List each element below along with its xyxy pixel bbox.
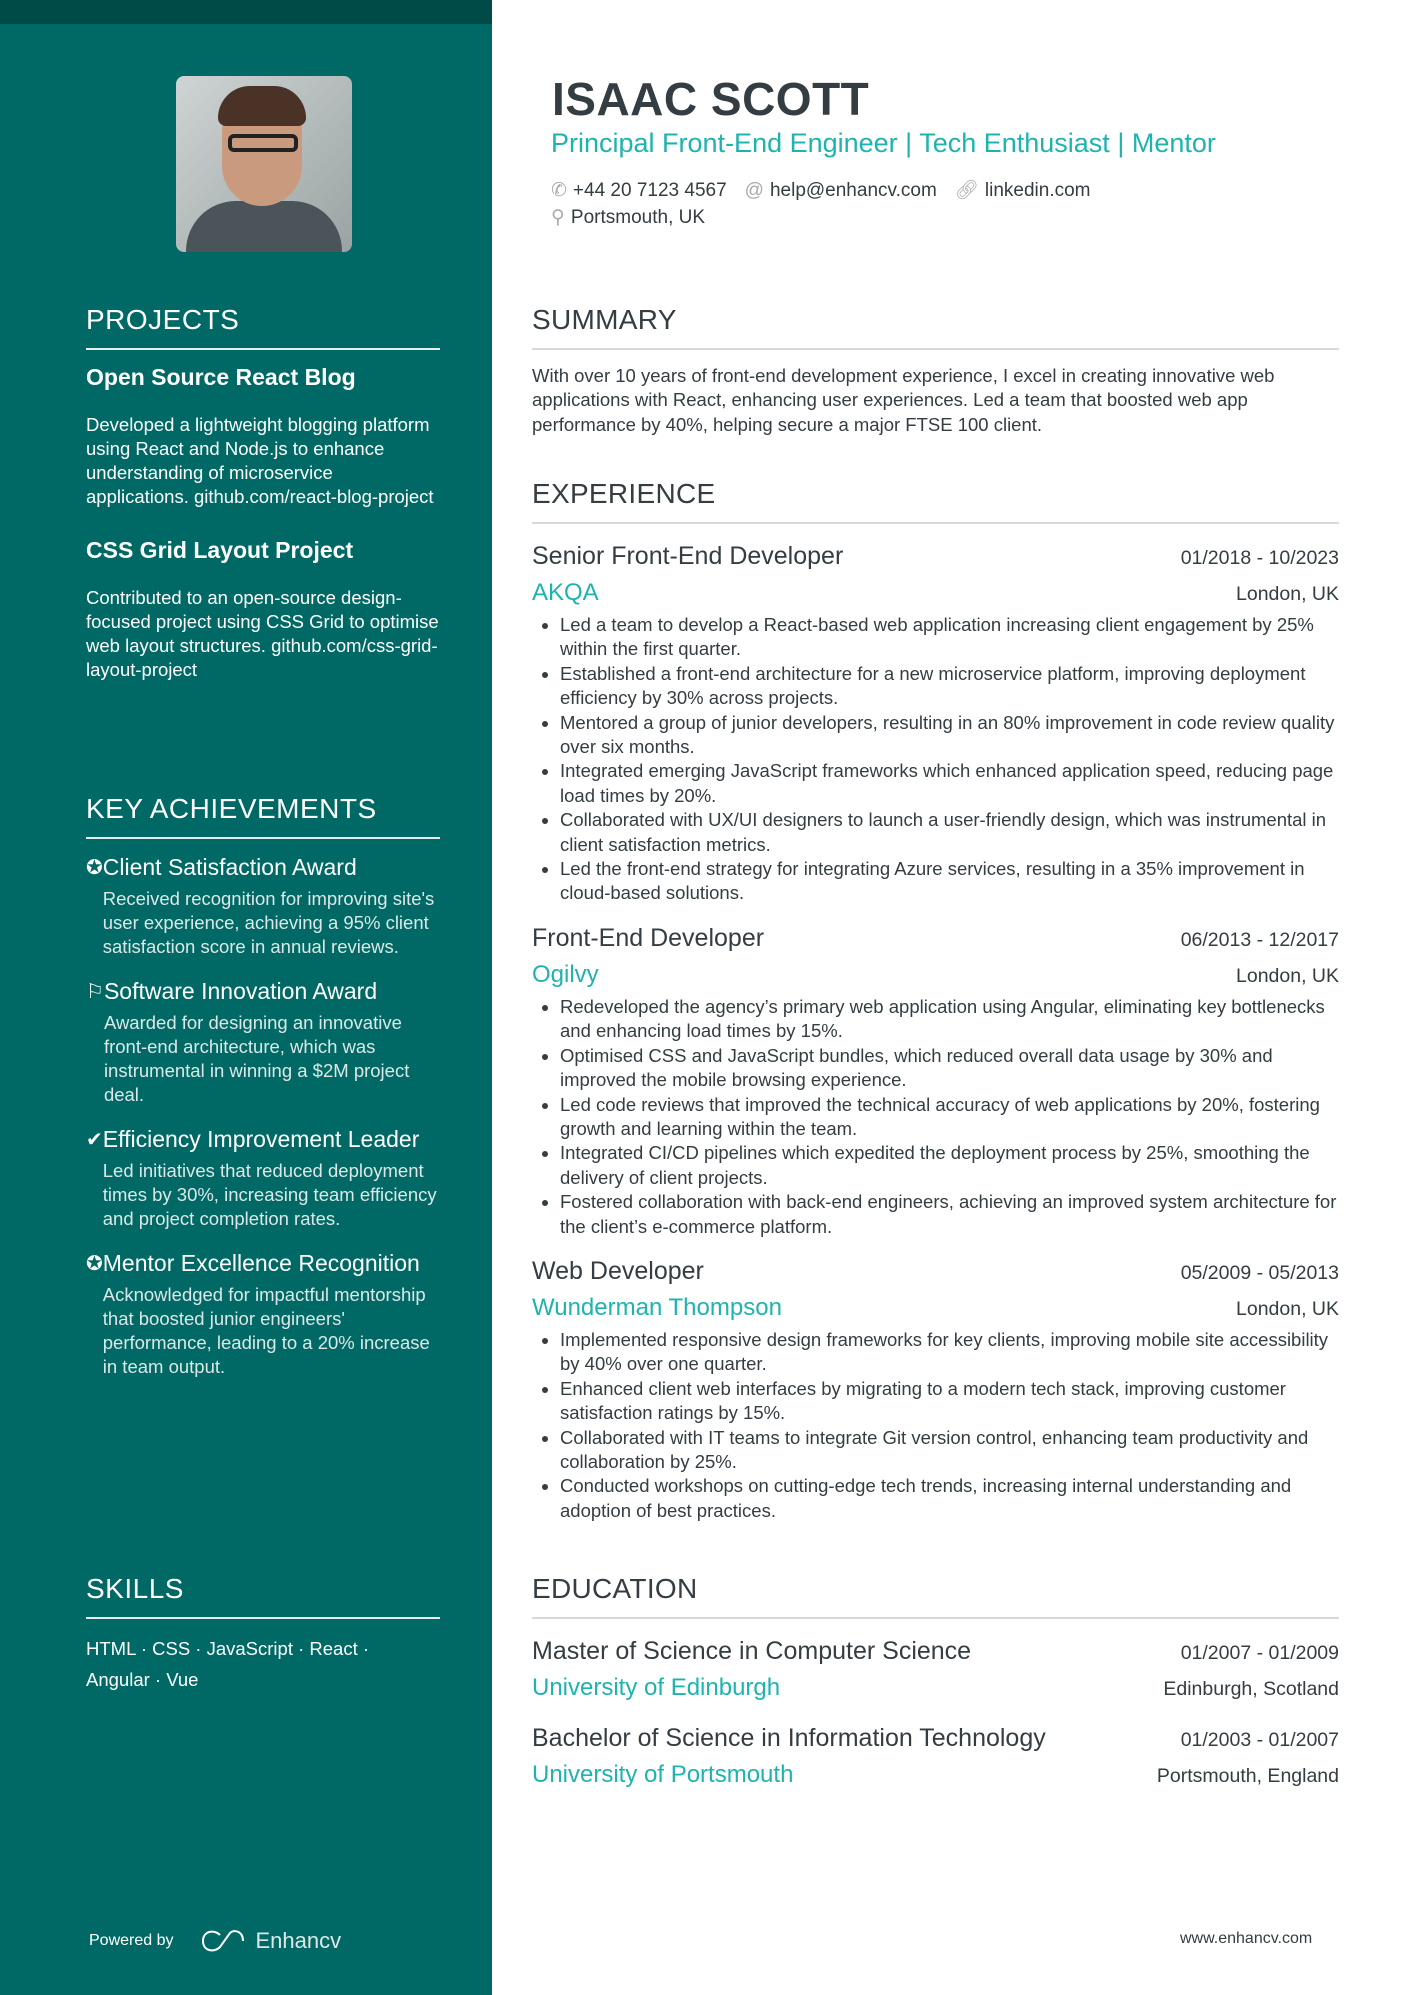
job-title: Web Developer [532, 1256, 704, 1285]
bullet: • Led a team to develop a React-based web application increasing client engagement by 25% within the first quarter. [560, 613, 1339, 662]
edu-dates: 01/2007 - 01/2009 [1180, 1642, 1339, 1664]
enhancv-logo[interactable] [200, 1928, 342, 1954]
edu-dates: 01/2003 - 01/2007 [1180, 1729, 1339, 1751]
job-entry [532, 538, 1339, 906]
award-icon: ✪ [86, 857, 103, 879]
section-heading: KEY ACHIEVEMENTS [86, 793, 440, 839]
section-heading: SKILLS [86, 1573, 440, 1619]
job-title: Senior Front-End Developer [532, 542, 844, 570]
phone[interactable] [551, 180, 727, 201]
link-text: linkedin.com [984, 180, 1091, 201]
achievement-title: Efficiency Improvement Leader [102, 1126, 420, 1152]
skills-section [86, 1573, 440, 1695]
summary-text: With over 10 years of front-end development experience, I excel in creating innovative web applications with React, enhancing user experiences. Led a team that boosted web app performance by 40%, helping secure a major FTSE 100 client. [532, 365, 1275, 435]
bullet: • Implemented responsive design frameworks for key clients, improving mobile site accessibility by 40% over one quarter. [560, 1328, 1339, 1377]
bullet: • Established a front-end architecture for a new microservice platform, improving deployment efficiency by 30% across projects. [560, 662, 1339, 711]
contact-info [551, 177, 1109, 231]
bullet: • Conducted workshops on cutting-edge tech trends, increasing internal understanding and adoption of best practices. [560, 1474, 1339, 1523]
experience-section [532, 478, 1339, 1537]
location-text: Portsmouth, UK [570, 207, 706, 228]
location-pin-icon: ⚲ [551, 207, 565, 228]
achievement-desc: Awarded for designing an innovative front-end architecture, which was instrumental in winning a $2M project deal. [103, 1012, 410, 1105]
job-dates: 01/2018 - 10/2023 [1180, 547, 1339, 569]
achievement-desc: Acknowledged for impactful mentorship that boosted junior engineers' performance, leading to a 20% increase in team output. [102, 1284, 430, 1377]
section-heading: PROJECTS [86, 304, 440, 350]
email[interactable] [745, 180, 937, 201]
job-location: London, UK [1236, 583, 1339, 605]
linkedin[interactable] [955, 180, 1091, 201]
job-entry [532, 1253, 1339, 1523]
job-location: London, UK [1236, 1297, 1339, 1320]
website-url[interactable]: www.enhancv.com [1180, 1930, 1313, 1947]
bullet: • Fostered collaboration with back-end engineers, achieving an improved system architecture for the client’s e-commerce platform. [560, 1190, 1339, 1239]
degree: Bachelor of Science in Information Technology [532, 1724, 1046, 1752]
section-heading: EDUCATION [532, 1573, 1339, 1619]
skills-line: HTML · CSS · JavaScript · React · [86, 1638, 370, 1659]
achievement-title: Mentor Excellence Recognition [102, 1250, 420, 1276]
achievement-item [86, 1125, 440, 1231]
flag-icon: ⚐ [86, 981, 104, 1003]
education-section [532, 1573, 1339, 1807]
achievement-item [86, 1249, 440, 1379]
education-entry [532, 1720, 1339, 1789]
job-dates: 06/2013 - 12/2017 [1180, 928, 1339, 951]
achievements-section [86, 793, 440, 1397]
education-entry [532, 1633, 1339, 1702]
bullet: • Integrated CI/CD pipelines which expedited the deployment process by 25%, smoothing the delivery of client projects. [560, 1141, 1339, 1190]
bullet: • Enhanced client web interfaces by migrating to a modern tech stack, improving customer satisfaction ratings by 15%. [560, 1377, 1339, 1426]
sidebar [0, 0, 492, 1995]
project-desc: Developed a lightweight blogging platform using React and Node.js to enhance understanding of microservice applications. github.com/react-blog-project [86, 414, 434, 507]
summary-section [532, 304, 1339, 437]
company-name: Ogilvy [532, 960, 599, 988]
project-desc: Contributed to an open-source design-focused project using CSS Grid to optimise web layout structures. github.com/css-grid-layout-project [86, 587, 439, 680]
at-icon: @ [744, 180, 764, 201]
powered-by-label: Powered by [89, 1932, 174, 1949]
achievement-desc: Received recognition for improving site's user experience, achieving a 95% client satisfaction score in annual reviews. [102, 888, 435, 957]
degree: Master of Science in Computer Science [532, 1637, 972, 1665]
job-bullets [532, 1328, 1339, 1523]
job-location: London, UK [1236, 964, 1339, 987]
job-entry [532, 920, 1339, 1239]
project-title: CSS Grid Layout Project [86, 537, 354, 563]
brand-name: Enhancv [255, 1928, 342, 1953]
bullet: • Collaborated with UX/UI designers to launch a user-friendly design, which was instrumental in client satisfaction metrics. [560, 808, 1339, 857]
bullet: • Collaborated with IT teams to integrate Git version control, enhancing team productivity and collaboration by 25%. [560, 1426, 1339, 1475]
company-name: Wunderman Thompson [532, 1293, 782, 1321]
bullet: • Optimised CSS and JavaScript bundles, which reduced overall data usage by 30% and improved the mobile browsing experience. [560, 1044, 1339, 1093]
bullet: • Redeveloped the agency’s primary web application using Angular, eliminating key bottlenecks and enhancing load times by 15%. [560, 995, 1339, 1044]
achievement-title: Software Innovation Award [103, 978, 378, 1004]
section-heading: SUMMARY [532, 304, 1339, 350]
job-title: Front-End Developer [532, 923, 765, 952]
bullet: • Integrated emerging JavaScript frameworks which enhanced application speed, reducing page load times by 20%. [560, 759, 1339, 808]
section-heading: EXPERIENCE [532, 478, 1339, 524]
edu-location: Edinburgh, Scotland [1163, 1678, 1339, 1700]
infinity-icon [200, 1929, 246, 1953]
job-bullets [532, 613, 1339, 906]
award-icon: ✪ [86, 1253, 103, 1275]
projects-section [86, 304, 440, 682]
job-bullets [532, 995, 1339, 1239]
email-text: help@enhancv.com [769, 180, 937, 201]
edu-location: Portsmouth, England [1156, 1765, 1339, 1787]
profile-photo [176, 76, 352, 252]
project-title: Open Source React Blog [86, 364, 356, 390]
achievement-item [86, 853, 440, 959]
location [551, 207, 705, 228]
candidate-name: ISAAC SCOTT [552, 73, 870, 125]
top-strip [0, 0, 492, 24]
school-name: University of Portsmouth [532, 1761, 794, 1788]
powered-by [89, 1928, 341, 1954]
achievement-desc: Led initiatives that reduced deployment times by 30%, increasing team efficiency and project completion rates. [102, 1160, 437, 1229]
candidate-title: Principal Front-End Engineer | Tech Enthusiast | Mentor [551, 128, 1216, 158]
check-icon: ✔ [86, 1129, 103, 1151]
skills-line: Angular · Vue [86, 1669, 199, 1690]
link-icon: 🔗︎ [954, 180, 979, 201]
achievement-item [86, 977, 440, 1107]
bullet: • Mentored a group of junior developers, resulting in an 80% improvement in code review quality over six months. [560, 711, 1339, 760]
phone-text: +44 20 7123 4567 [572, 180, 727, 201]
bullet: • Led the front-end strategy for integrating Azure services, resulting in a 35% improvement in cloud-based solutions. [560, 857, 1339, 906]
achievement-title: Client Satisfaction Award [102, 854, 357, 880]
company-name: AKQA [532, 579, 599, 606]
job-dates: 05/2009 - 05/2013 [1180, 1261, 1339, 1284]
school-name: University of Edinburgh [532, 1674, 781, 1701]
phone-icon: ✆ [551, 180, 567, 201]
bullet: • Led code reviews that improved the technical accuracy of web applications by 20%, fostering growth and learning within the team. [560, 1093, 1339, 1142]
